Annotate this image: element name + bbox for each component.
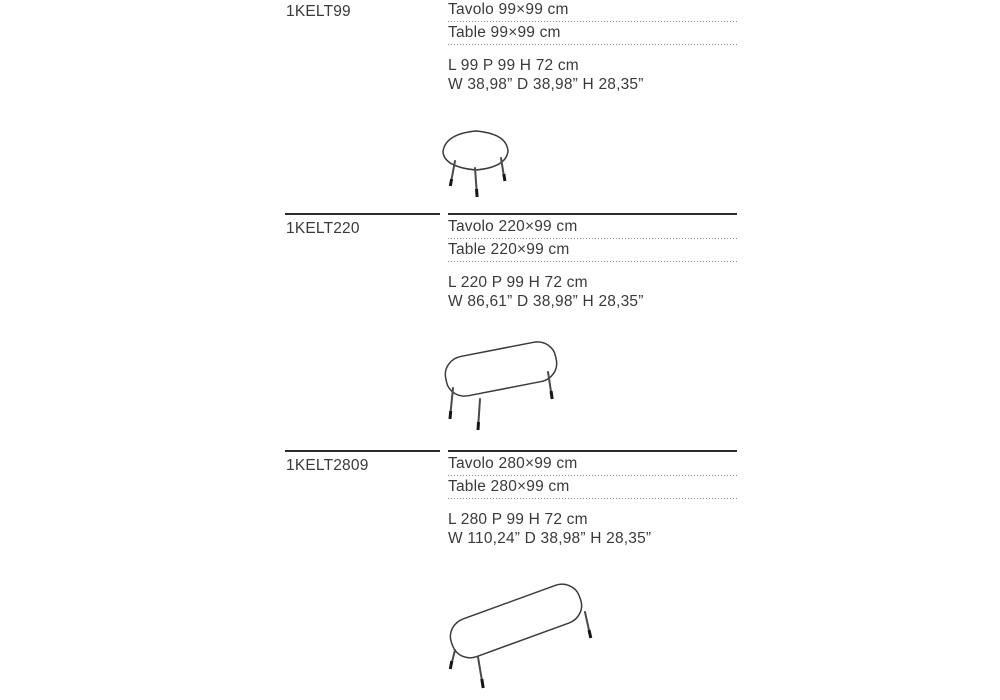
product-section-1kelt99 (0, 0, 1000, 213)
product-code: 1KELT2809 (286, 457, 369, 474)
table-sketch-220x99 (440, 334, 565, 436)
product-name-italian: Tavolo 99×99 cm (448, 1, 569, 18)
dimensions-imperial: W 86,61” D 38,98” H 28,35” (448, 292, 644, 310)
dotted-leader (448, 498, 737, 499)
dimensions-metric: L 280 P 99 H 72 cm (448, 511, 588, 528)
product-description (448, 219, 737, 262)
dotted-leader (448, 21, 737, 22)
product-description (448, 2, 737, 45)
section-divider-left (285, 213, 440, 215)
dotted-leader (448, 238, 737, 239)
section-divider-left (285, 450, 440, 452)
product-name-english: Table 280×99 cm (448, 478, 570, 495)
product-name-english: Table 220×99 cm (448, 241, 570, 258)
dimensions-imperial: W 110,24” D 38,98” H 28,35” (448, 529, 652, 547)
dotted-leader (448, 44, 737, 45)
product-code: 1KELT220 (286, 220, 360, 237)
product-dimensions (448, 57, 644, 94)
product-code: 1KELT99 (286, 3, 351, 20)
product-name-italian: Tavolo 220×99 cm (448, 218, 578, 235)
product-dimensions (448, 511, 651, 548)
product-dimensions (448, 274, 644, 311)
product-section-1kelt2809 (0, 450, 1000, 700)
dotted-leader (448, 261, 737, 262)
section-divider-right (448, 213, 737, 215)
table-sketch-280x99 (440, 576, 600, 700)
product-name-english: Table 99×99 cm (448, 24, 561, 41)
product-description (448, 456, 737, 499)
dotted-leader (448, 475, 737, 476)
dimensions-metric: L 220 P 99 H 72 cm (448, 274, 588, 291)
product-name-italian: Tavolo 280×99 cm (448, 455, 578, 472)
section-divider-right (448, 450, 737, 452)
table-sketch-99x99 (436, 127, 516, 205)
dimensions-imperial: W 38,98” D 38,98” H 28,35” (448, 75, 644, 93)
dimensions-metric: L 99 P 99 H 72 cm (448, 57, 579, 74)
product-section-1kelt220 (0, 213, 1000, 450)
